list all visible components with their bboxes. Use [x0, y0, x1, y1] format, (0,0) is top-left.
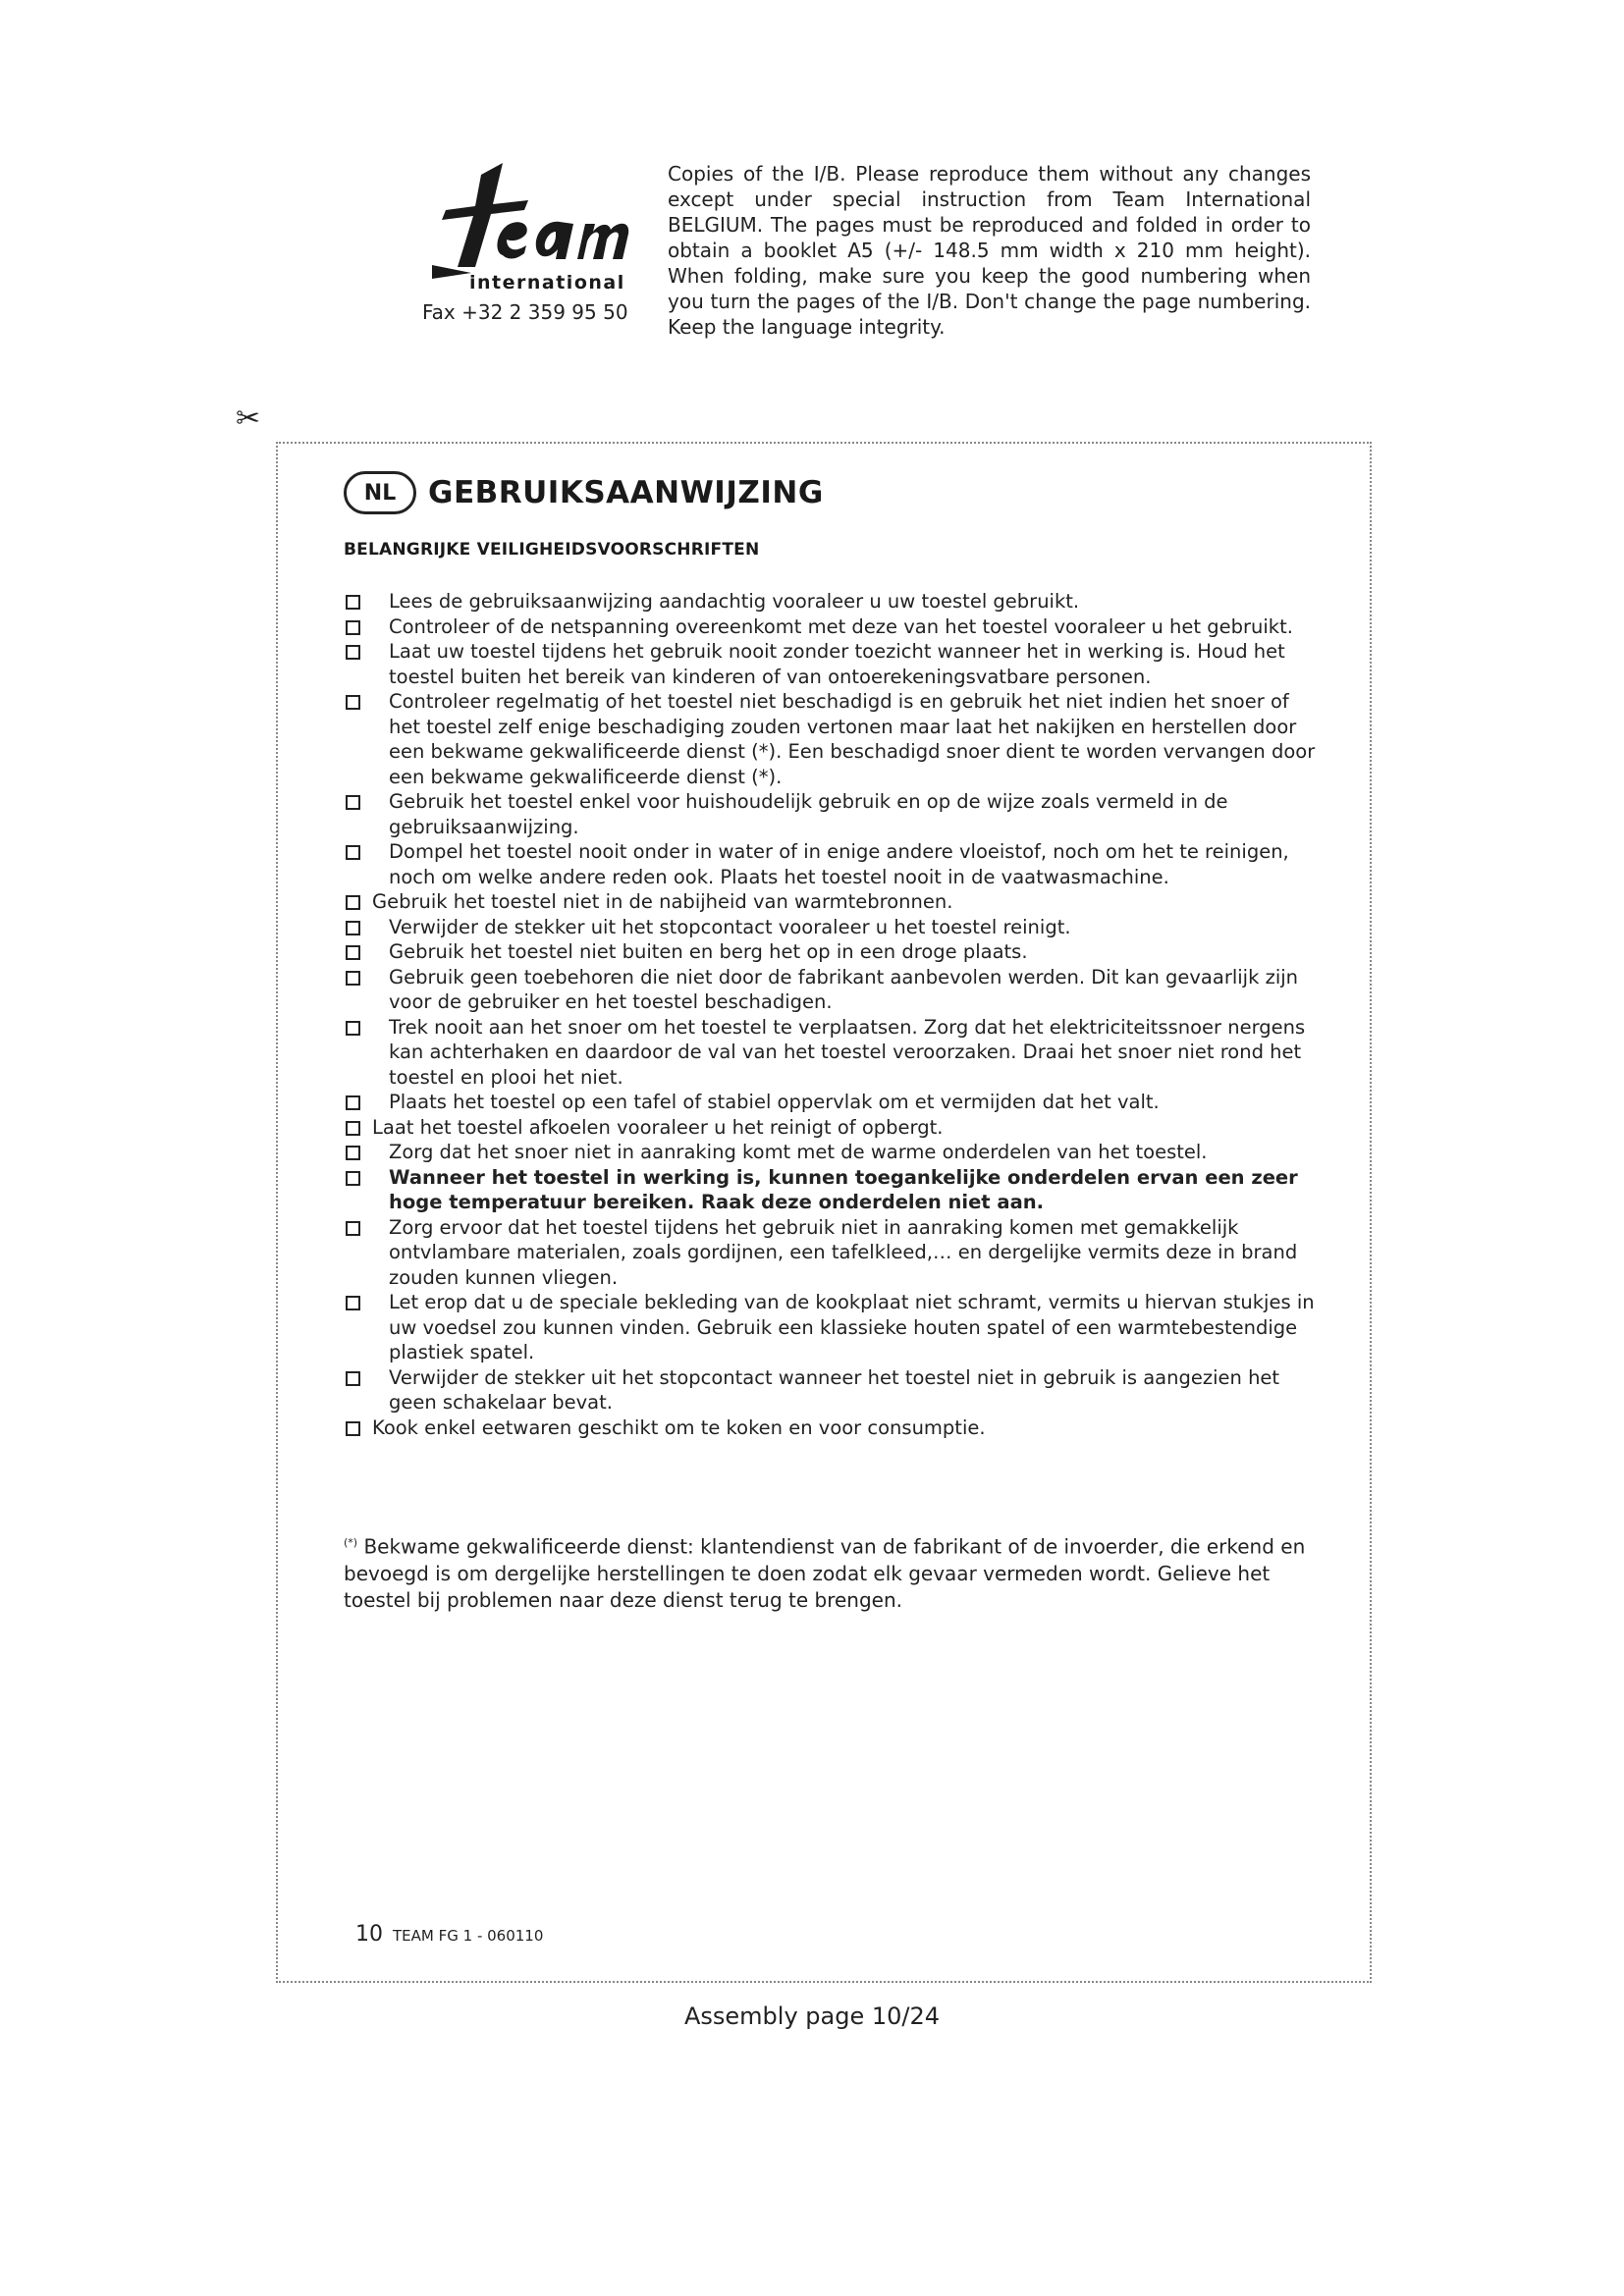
page-footer	[355, 1922, 543, 1947]
list-item: Trek nooit aan het snoer om het toestel te verplaatsen. Zorg dat het elektriciteitssnoer nergens kan achterhaken en daardoor de val van het toestel veroorzaken. Draai het snoer niet rond het toestel en plooi het niet.	[344, 1015, 1326, 1091]
manual-title-row	[344, 469, 824, 516]
language-badge: NL	[344, 471, 416, 514]
checkbox-bullet-icon	[346, 645, 360, 660]
checkbox-bullet-icon	[346, 1171, 360, 1186]
manual-title: GEBRUIKSAANWIJZING	[428, 475, 824, 510]
list-item: Zorg ervoor dat het toestel tijdens het gebruik niet in aanraking komen met gemakkelijk ontvlambare materialen, zoals gordijnen, een tafelkleed,… en dergelijke vermits deze in brand zouden kunnen vliegen.	[344, 1215, 1326, 1291]
checkbox-bullet-icon	[346, 1371, 360, 1386]
model-code: TEAM FG 1 - 060110	[393, 1927, 544, 1945]
checkbox-bullet-icon	[346, 795, 360, 810]
checkbox-bullet-icon	[346, 971, 360, 986]
list-item: Plaats het toestel op een tafel of stabiel oppervlak om et vermijden dat het valt.	[344, 1090, 1326, 1115]
reproduction-instructions: Copies of the I/B. Please reproduce them without any changes except under special instruction from Team International BELGIUM. The pages must be reproduced and folded in order to obtain a booklet A5 (+/- 148.5 mm width x 210 mm height). When folding, make sure you keep the good numbering when you turn the pages of the I/B. Don't change the page numbering. Keep the language integrity.	[668, 162, 1311, 339]
team-logo	[412, 157, 638, 294]
footnote-text: Bekwame gekwalificeerde dienst: klantendienst van de fabrikant of de invoerder, die erkend en bevoegd is om dergelijke herstellingen te doen zodat elk gevaar vermeden wordt. Gelieve het toestel bij problemen naar deze dienst terug te brengen.	[344, 1534, 1306, 1612]
list-item: Gebruik het toestel niet buiten en berg het op in een droge plaats.	[344, 939, 1326, 965]
list-item: Laat uw toestel tijdens het gebruik nooit zonder toezicht wanneer het in werking is. Houd het toestel buiten het bereik van kinderen of van ontoerekeningsvatbare personen.	[344, 639, 1326, 689]
safety-rules-list	[344, 589, 1326, 1440]
list-item: Controleer of de netspanning overeenkomt met deze van het toestel vooraleer u het gebruikt.	[344, 614, 1326, 640]
list-item: Verwijder de stekker uit het stopcontact wanneer het toestel niet in gebruik is aangezien het geen schakelaar bevat.	[344, 1365, 1326, 1415]
checkbox-bullet-icon	[346, 845, 360, 860]
footnote-mark: (*)	[344, 1536, 358, 1549]
section-heading: BELANGRIJKE VEILIGHEIDSVOORSCHRIFTEN	[344, 540, 760, 560]
checkbox-bullet-icon	[346, 1121, 360, 1136]
assembly-page-label: Assembly page 10/24	[683, 2002, 941, 2030]
scissors-icon: ✂	[236, 401, 261, 436]
checkbox-bullet-icon	[346, 921, 360, 935]
checkbox-bullet-icon	[346, 620, 360, 635]
list-item: Gebruik het toestel niet in de nabijheid van warmtebronnen.	[344, 889, 1326, 915]
page-number: 10	[355, 1922, 383, 1947]
list-item: Controleer regelmatig of het toestel niet beschadigd is en gebruik het niet indien het snoer of het toestel zelf enige beschadiging zouden vertonen maar laat het nakijken en herstellen door een bekwame gekwalificeerde dienst (*). Een beschadigd snoer dient te worden vervangen door een bekwame gekwalificeerde dienst (*).	[344, 689, 1326, 789]
checkbox-bullet-icon	[346, 1021, 360, 1036]
list-item: Verwijder de stekker uit het stopcontact vooraleer u het toestel reinigt.	[344, 915, 1326, 940]
checkbox-bullet-icon	[346, 595, 360, 610]
list-item: Laat het toestel afkoelen vooraleer u het reinigt of opbergt.	[344, 1115, 1326, 1141]
checkbox-bullet-icon	[346, 695, 360, 710]
footnote	[344, 1529, 1306, 1614]
list-item: Zorg dat het snoer niet in aanraking komt met de warme onderdelen van het toestel.	[344, 1140, 1326, 1165]
checkbox-bullet-icon	[346, 1095, 360, 1110]
checkbox-bullet-icon	[346, 1146, 360, 1160]
list-item: Gebruik het toestel enkel voor huishoudelijk gebruik en op de wijze zoals vermeld in de gebruiksaanwijzing.	[344, 789, 1326, 839]
checkbox-bullet-icon	[346, 1221, 360, 1236]
checkbox-bullet-icon	[346, 945, 360, 960]
list-item: Wanneer het toestel in werking is, kunnen toegankelijke onderdelen ervan een zeer hoge temperatuur bereiken. Raak deze onderdelen niet aan.	[344, 1165, 1326, 1215]
list-item: Dompel het toestel nooit onder in water of in enige andere vloeistof, noch om het te reinigen, noch om welke andere reden ook. Plaats het toestel nooit in de vaatwasmachine.	[344, 839, 1326, 889]
svg-text:international: international	[469, 272, 625, 294]
fax-number: Fax +32 2 359 95 50	[422, 300, 628, 324]
list-item: Gebruik geen toebehoren die niet door de fabrikant aanbevolen werden. Dit kan gevaarlijk zijn voor de gebruiker en het toestel beschadigen.	[344, 965, 1326, 1015]
checkbox-bullet-icon	[346, 1296, 360, 1310]
list-item: Let erop dat u de speciale bekleding van de kookplaat niet schramt, vermits u hiervan stukjes in uw voedsel zou kunnen vinden. Gebruik een klassieke houten spatel of een warmtebestendige plastiek spatel.	[344, 1290, 1326, 1365]
list-item: Kook enkel eetwaren geschikt om te koken en voor consumptie.	[344, 1415, 1326, 1441]
checkbox-bullet-icon	[346, 895, 360, 910]
list-item: Lees de gebruiksaanwijzing aandachtig vooraleer u uw toestel gebruikt.	[344, 589, 1326, 614]
checkbox-bullet-icon	[346, 1421, 360, 1436]
team-logo-icon	[412, 157, 638, 294]
